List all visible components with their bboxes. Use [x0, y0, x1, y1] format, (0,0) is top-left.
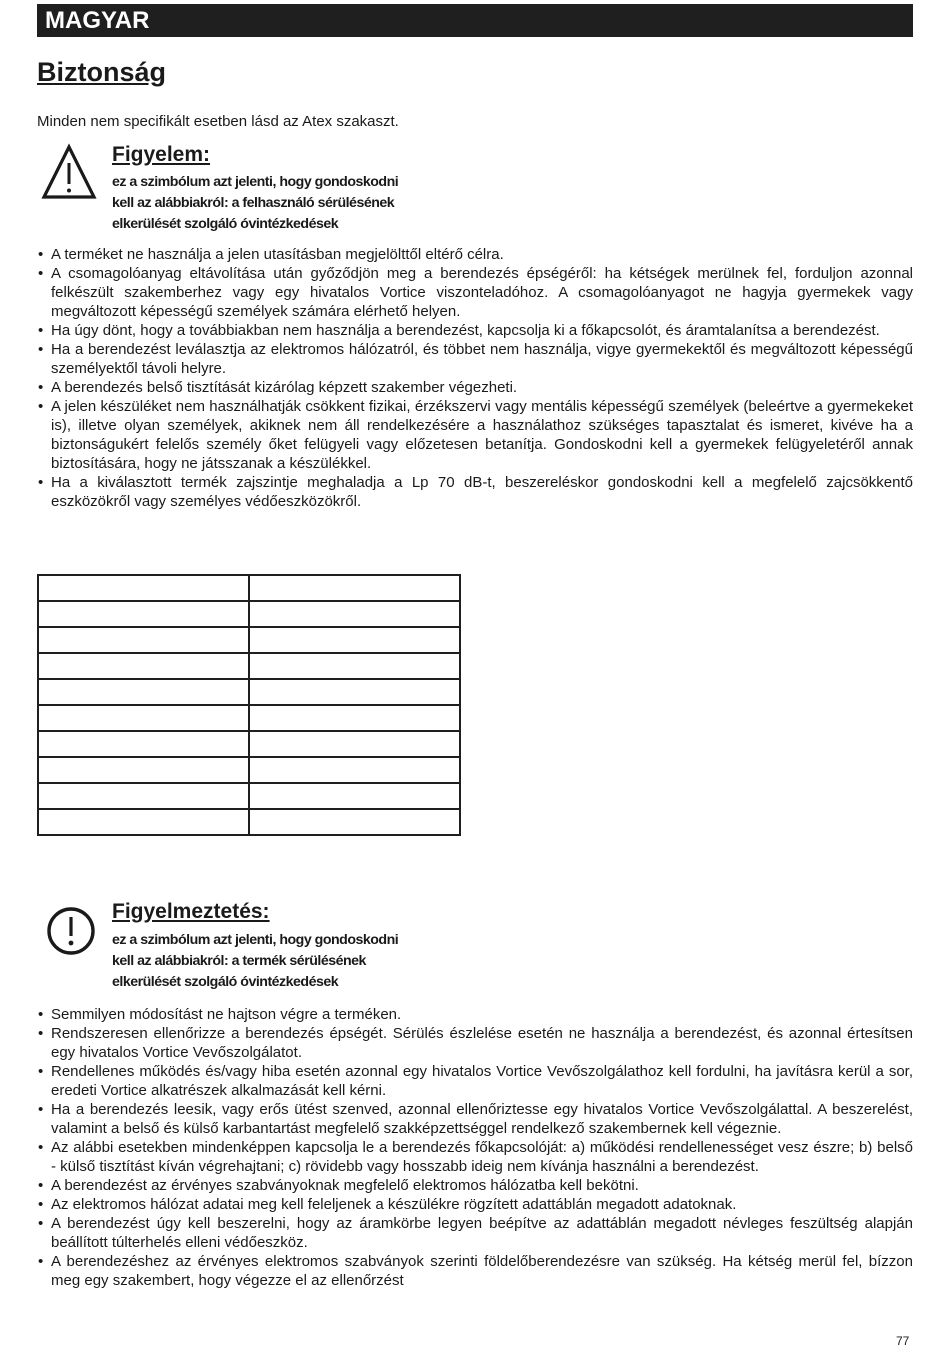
list-item: • Rendszeresen ellenőrizze a berendezés épségét. Sérülés észlelése esetén ne használja a berendezést, és azonnal értesítsen egy hivatalos Vortice Vevőszolgálatot. — [37, 1024, 913, 1062]
list-item: • A berendezés belső tisztítását kizárólag képzett szakember végezheti. — [37, 378, 913, 397]
table-cell — [38, 653, 249, 679]
list-item: • Rendellenes működés és/vagy hiba esetén azonnal egy hivatalos Vortice Vevőszolgálathoz kell fordulni, ha javításra kerül a sor, eredeti Vortice alkatrészek alkalmazását kell kérni. — [37, 1062, 913, 1100]
table-cell — [38, 757, 249, 783]
list-item: • Ha úgy dönt, hogy a továbbiakban nem használja a berendezést, kapcsolja ki a főkapcsolót, és áramtalanítsa a berendezést. — [37, 321, 913, 340]
warning-subtitle-line: elkerülését szolgáló óvintézkedések — [112, 216, 339, 232]
table-cell — [249, 653, 460, 679]
list-item: • A berendezéshez az érvényes elektromos szabványok szerinti földelőberendezésre van szükség. Ha kétség merül fel, bízzon meg egy szakembert, hogy végezze el az ellenőrzést — [37, 1252, 913, 1290]
exclamation-circle-icon — [45, 905, 97, 957]
caution-subtitle-line: ez a szimbólum azt jelenti, hogy gondoskodni — [112, 932, 399, 948]
warning-subtitle-line: kell az alábbiakról: a felhasználó sérülésének — [112, 195, 395, 211]
table-row — [38, 601, 460, 627]
table-cell — [249, 627, 460, 653]
warning-subtitle — [112, 172, 472, 235]
empty-table — [37, 574, 461, 836]
caution-list — [37, 1005, 913, 1290]
table-cell — [249, 679, 460, 705]
table-row — [38, 731, 460, 757]
list-item: • Semmilyen módosítást ne hajtson végre a terméken. — [37, 1005, 913, 1024]
list-item: • Az elektromos hálózat adatai meg kell feleljenek a készülékre rögzített adattáblán megadott adatoknak. — [37, 1195, 913, 1214]
table-row — [38, 679, 460, 705]
caution-subtitle-line: elkerülését szolgáló óvintézkedések — [112, 974, 339, 990]
table-row — [38, 627, 460, 653]
table-cell — [249, 783, 460, 809]
table-cell — [249, 705, 460, 731]
list-item: • A csomagolóanyag eltávolítása után győződjön meg a berendezés épségéről: ha kétségek merülnek fel, forduljon azonnal felkészült szakemberhez vagy egy hivatalos Vortice viszonteladóhoz. A csomagolóanyagot ne hagyja gyermekek vagy megváltozott képességű személyek számára elérhető helyen. — [37, 264, 913, 321]
table-cell — [38, 731, 249, 757]
table-cell — [38, 809, 249, 835]
list-item: • A berendezést úgy kell beszerelni, hogy az áramkörbe legyen beépítve az adattáblán megadott névleges feszültség alapján beállított túlterhelés elleni védőeszköz. — [37, 1214, 913, 1252]
table-cell — [249, 809, 460, 835]
table-row — [38, 757, 460, 783]
table-cell — [249, 757, 460, 783]
warning-heading: Figyelem: — [112, 143, 211, 166]
list-item: • Ha a berendezést leválasztja az elektromos hálózatról, és többet nem használja, vigye gyermekektől és megváltozott képességű személyektől távoli helyre. — [37, 340, 913, 378]
table-row — [38, 783, 460, 809]
table-row — [38, 653, 460, 679]
table-cell — [38, 575, 249, 601]
warning-subtitle-line: ez a szimbólum azt jelenti, hogy gondoskodni — [112, 174, 399, 190]
table-row — [38, 575, 460, 601]
list-item: • Ha a berendezés leesik, vagy erős ütést szenved, azonnal ellenőriztesse egy hivatalos Vortice Vevőszolgálattal. A beszerelést, valamint a belső és külső karbantartást megfelelő szakképzettséggel rendelkező szakembernek kell végeznie. — [37, 1100, 913, 1138]
table-cell — [38, 783, 249, 809]
caution-subtitle — [112, 930, 472, 993]
table-cell — [38, 705, 249, 731]
list-item: • Ha a kiválasztott termék zajszintje meghaladja a Lp 70 dB-t, beszereléskor gondoskodni kell a megfelelő zajcsökkentő eszközökről vagy személyes védőeszközökről. — [37, 473, 913, 511]
list-item: • A terméket ne használja a jelen utasításban megjelölttől eltérő célra. — [37, 245, 913, 264]
caution-heading: Figyelmeztetés: — [112, 900, 270, 923]
page-number: 77 — [896, 1334, 910, 1348]
table-cell — [38, 627, 249, 653]
table-cell — [249, 731, 460, 757]
warning-list — [37, 245, 913, 511]
table-cell — [38, 679, 249, 705]
language-header-bar — [37, 4, 913, 37]
caution-subtitle-line: kell az alábbiakról: a termék sérülésének — [112, 953, 366, 969]
page-title: Biztonság — [37, 57, 167, 87]
warning-triangle-icon — [41, 143, 97, 201]
table-cell — [38, 601, 249, 627]
language-label: MAGYAR — [45, 7, 150, 34]
table-cell — [249, 601, 460, 627]
table-row — [38, 809, 460, 835]
list-item: • A berendezést az érvényes szabványoknak megfelelő elektromos hálózatba kell bekötni. — [37, 1176, 913, 1195]
table-cell — [249, 575, 460, 601]
table-row — [38, 705, 460, 731]
list-item: • Az alábbi esetekben mindenképpen kapcsolja le a berendezés főkapcsolóját: a) működési rendellenességet vesz észre; b) belső - külső tisztítást kíván végrehajtani; c) rövidebb vagy hosszabb ideig nem kívánja használni a berendezést. — [37, 1138, 913, 1176]
list-item: • A jelen készüléket nem használhatják csökkent fizikai, érzékszervi vagy mentális képességű személyek (beleértve a gyermekeket is), illetve olyan személyek, akiknek nem áll rendelkezésére a használathoz szükséges tapasztalat és ismeret, kivéve ha a biztonságukért felelős személy őket felügyeli vagy előzetesen betanítja. Gondoskodni kell a gyermekek felügyeletéről annak biztosítására, hogy ne játsszanak a készülékkel. — [37, 397, 913, 473]
intro-text: Minden nem specifikált esetben lásd az Atex szakaszt. — [37, 113, 399, 130]
